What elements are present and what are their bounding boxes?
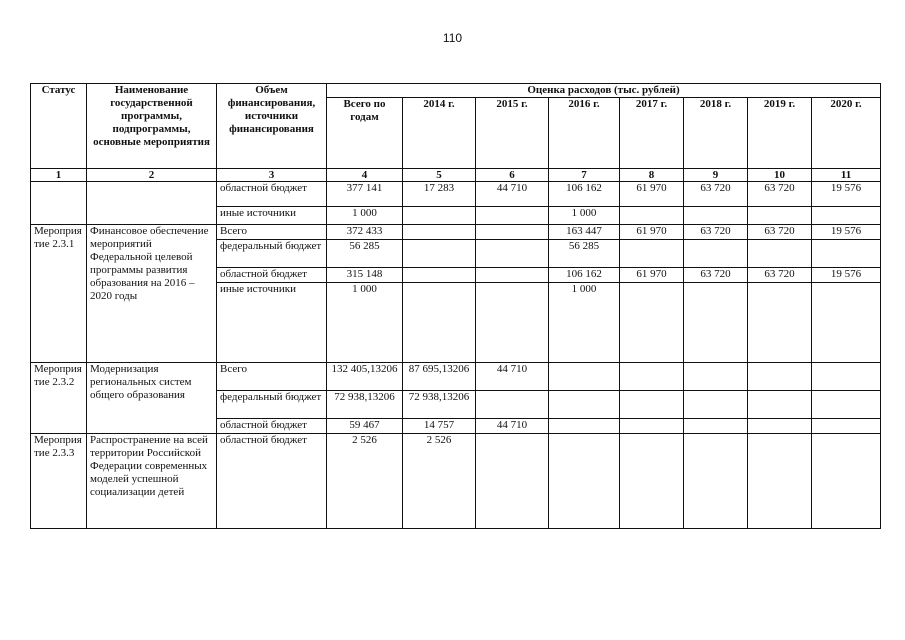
value-2015: [476, 391, 549, 419]
value-2018: 63 720: [684, 225, 748, 240]
source-cell: федеральный бюджет: [217, 240, 327, 268]
value-2016: [549, 363, 620, 391]
column-number: 11: [812, 169, 881, 182]
source-cell: областной бюджет: [217, 419, 327, 434]
value-2016: 56 285: [549, 240, 620, 268]
value-2020: 19 576: [812, 182, 881, 207]
column-number-row: [31, 169, 881, 182]
value-2019: [748, 283, 812, 363]
value-2017: 61 970: [620, 225, 684, 240]
value-2018: 63 720: [684, 182, 748, 207]
value-total: 132 405,13206: [327, 363, 403, 391]
header-financing-volume: Объем финансирования, источники финансирования: [217, 84, 327, 169]
column-number: 4: [327, 169, 403, 182]
value-total: 377 141: [327, 182, 403, 207]
value-2017: [620, 207, 684, 225]
column-number: 2: [87, 169, 217, 182]
value-2015: [476, 283, 549, 363]
value-2019: 63 720: [748, 225, 812, 240]
header-year-2020: 2020 г.: [812, 98, 881, 169]
value-2019: [748, 419, 812, 434]
value-2019: [748, 240, 812, 268]
value-total: 72 938,13206: [327, 391, 403, 419]
program-name-cell: [87, 182, 217, 225]
status-cell: Мероприя тие 2.3.3: [31, 434, 87, 529]
source-cell: иные источники: [217, 207, 327, 225]
value-2014: [403, 268, 476, 283]
value-2020: [812, 391, 881, 419]
value-2017: 61 970: [620, 268, 684, 283]
budget-table: [30, 83, 881, 529]
value-2020: [812, 283, 881, 363]
column-number: 5: [403, 169, 476, 182]
value-2015: [476, 225, 549, 240]
value-2016: [549, 434, 620, 529]
value-2018: [684, 419, 748, 434]
value-2015: [476, 207, 549, 225]
value-2014: [403, 283, 476, 363]
table-row: [31, 225, 881, 240]
header-expense-estimate: Оценка расходов (тыс. рублей): [327, 84, 881, 98]
value-2015: 44 710: [476, 182, 549, 207]
value-2018: [684, 363, 748, 391]
value-2020: [812, 207, 881, 225]
value-total: 1 000: [327, 283, 403, 363]
header-year-2016: 2016 г.: [549, 98, 620, 169]
value-2019: [748, 207, 812, 225]
value-2017: 61 970: [620, 182, 684, 207]
value-2020: [812, 240, 881, 268]
program-name-cell: Распространение на всей территории Российской Федерации современных моделей успешной социализации детей: [87, 434, 217, 529]
header-status: Статус: [31, 84, 87, 169]
column-number: 8: [620, 169, 684, 182]
column-number: 7: [549, 169, 620, 182]
value-2019: [748, 363, 812, 391]
value-2019: [748, 434, 812, 529]
table-row: [31, 363, 881, 391]
header-year-2018: 2018 г.: [684, 98, 748, 169]
value-2014: 17 283: [403, 182, 476, 207]
table-row: [31, 434, 881, 529]
value-2016: [549, 419, 620, 434]
value-2014: 87 695,13206: [403, 363, 476, 391]
value-2015: 44 710: [476, 363, 549, 391]
value-2014: [403, 225, 476, 240]
value-2016: 163 447: [549, 225, 620, 240]
value-2017: [620, 419, 684, 434]
header-year-2019: 2019 г.: [748, 98, 812, 169]
value-2014: 2 526: [403, 434, 476, 529]
value-2019: [748, 391, 812, 419]
value-2017: [620, 283, 684, 363]
header-program-name: Наименование государственной программы, подпрограммы, основные мероприятия: [87, 84, 217, 169]
source-cell: федеральный бюджет: [217, 391, 327, 419]
value-2018: [684, 434, 748, 529]
column-number: 6: [476, 169, 549, 182]
value-2015: 44 710: [476, 419, 549, 434]
source-cell: Всего: [217, 225, 327, 240]
value-2020: [812, 434, 881, 529]
value-2018: [684, 283, 748, 363]
source-cell: иные источники: [217, 283, 327, 363]
value-2020: 19 576: [812, 225, 881, 240]
value-2018: [684, 240, 748, 268]
program-name-cell: Финансовое обеспечение мероприятий Федеральной целевой программы развития образования на 2016 – 2020 годы: [87, 225, 217, 363]
value-2020: 19 576: [812, 268, 881, 283]
value-2017: [620, 363, 684, 391]
value-2016: 106 162: [549, 182, 620, 207]
value-2014: [403, 207, 476, 225]
value-total: 372 433: [327, 225, 403, 240]
status-cell: [31, 182, 87, 225]
column-number: 1: [31, 169, 87, 182]
value-2018: 63 720: [684, 268, 748, 283]
value-2017: [620, 434, 684, 529]
value-total: 2 526: [327, 434, 403, 529]
value-2014: [403, 240, 476, 268]
value-2015: [476, 434, 549, 529]
source-cell: областной бюджет: [217, 182, 327, 207]
value-2014: 14 757: [403, 419, 476, 434]
value-2016: [549, 391, 620, 419]
status-cell: Мероприя тие 2.3.1: [31, 225, 87, 363]
value-total: 59 467: [327, 419, 403, 434]
value-2016: 1 000: [549, 207, 620, 225]
value-2020: [812, 419, 881, 434]
header-year-2015: 2015 г.: [476, 98, 549, 169]
value-2018: [684, 391, 748, 419]
source-cell: Всего: [217, 363, 327, 391]
table-row: [31, 182, 881, 207]
value-2020: [812, 363, 881, 391]
column-number: 3: [217, 169, 327, 182]
header-total-by-years: Всего по годам: [327, 98, 403, 169]
status-cell: Мероприя тие 2.3.2: [31, 363, 87, 434]
program-name-cell: Модернизация региональных систем общего образования: [87, 363, 217, 434]
value-2015: [476, 268, 549, 283]
value-total: 56 285: [327, 240, 403, 268]
value-total: 1 000: [327, 207, 403, 225]
value-2016: 1 000: [549, 283, 620, 363]
value-2015: [476, 240, 549, 268]
value-2017: [620, 240, 684, 268]
value-2014: 72 938,13206: [403, 391, 476, 419]
value-2019: 63 720: [748, 268, 812, 283]
page-number: 110: [442, 31, 463, 45]
source-cell: областной бюджет: [217, 268, 327, 283]
source-cell: областной бюджет: [217, 434, 327, 529]
value-2018: [684, 207, 748, 225]
value-2016: 106 162: [549, 268, 620, 283]
column-number: 9: [684, 169, 748, 182]
column-number: 10: [748, 169, 812, 182]
header-year-2017: 2017 г.: [620, 98, 684, 169]
header-year-2014: 2014 г.: [403, 98, 476, 169]
value-2019: 63 720: [748, 182, 812, 207]
value-total: 315 148: [327, 268, 403, 283]
value-2017: [620, 391, 684, 419]
